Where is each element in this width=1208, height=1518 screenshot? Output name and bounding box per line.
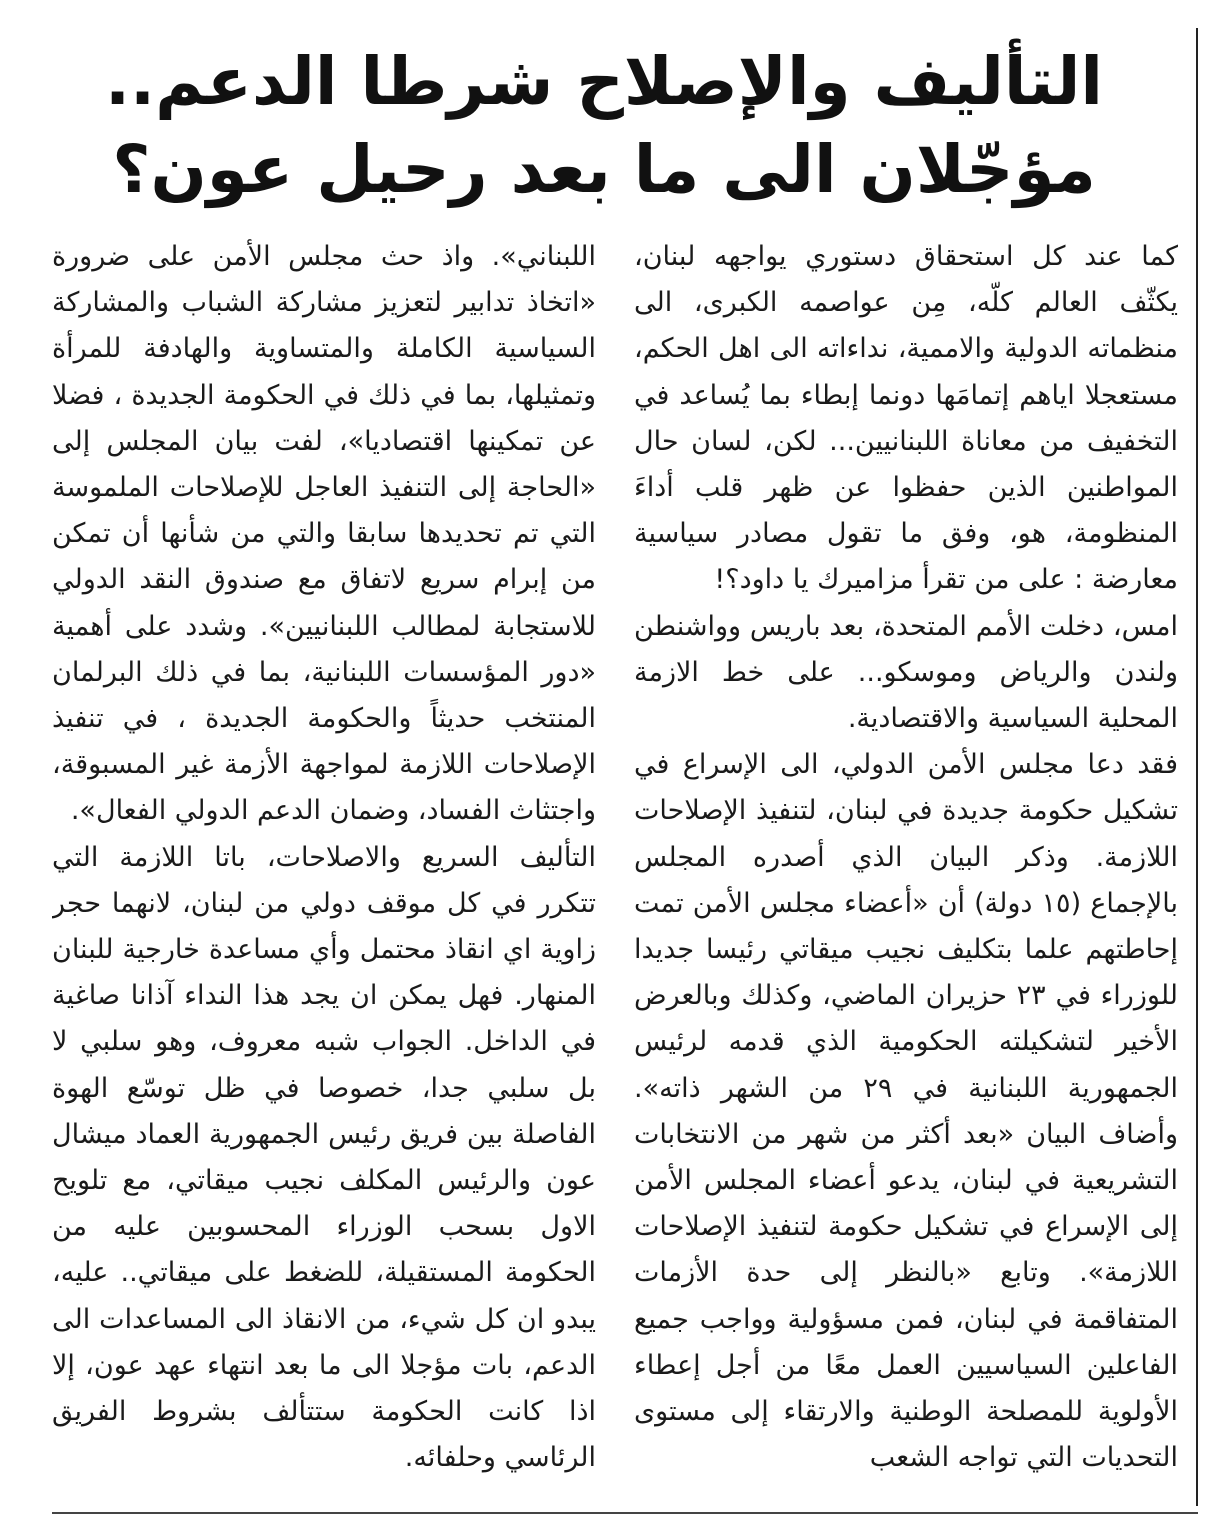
paragraph: امس، دخلت الأمم المتحدة، بعد باريس وواشنطن ولندن والرياض وموسكو... على خط الازمة المحلية السياسية والاقتصادية. [634,610,1178,735]
column-border-rule [1196,28,1198,1506]
paragraph: اللبناني». واذ حث مجلس الأمن على ضرورة «اتخاذ تدابير لتعزيز مشاركة الشباب والمشاركة السياسية الكاملة والمتساوية والهادفة للمرأة وتمثيلها، بما في ذلك في الحكومة الجديدة ، فضلا عن تمكينها اقتصاديا»، لفت بيان المجلس إلى «الحاجة إلى التنفيذ العاجل للإصلاحات الملموسة التي تم تحديدها سابقا والتي من شأنها أن تمكن من إبرام سريع لاتفاق مع صندوق النقد الدولي للاستجابة لمطالب اللبنانيين». وشدد على أهمية «دور المؤسسات اللبنانية، بما في ذلك البرلمان المنتخب حديثاً والحكومة الجديدة ، في تنفيذ الإصلاحات اللازمة لمواجهة الأزمة غير المسبوقة، واجتثاث الفساد، وضمان الدعم الدولي الفعال». [52,241,596,827]
headline-line-1: التأليف والإصلاح شرطا الدعم.. [104,43,1104,120]
paragraph: فقد دعا مجلس الأمن الدولي، الى الإسراع في تشكيل حكومة جديدة في لبنان، لتنفيذ الإصلاحات اللازمة. وذكر البيان الذي أصدره المجلس بالإجماع (١٥ دولة) أن «أعضاء مجلس الأمن تمت إحاطتهم علما بتكليف نجيب ميقاتي رئيسا جديدا للوزراء في ٢٣ حزيران الماضي، وكذلك وبالعرض الأخير لتشكيلته الحكومية الذي قدمه لرئيس الجمهورية اللبنانية في ٢٩ من الشهر ذاته». وأضاف البيان «بعد أكثر من شهر من الانتخابات التشريعية في لبنان، يدعو أعضاء المجلس الأمن إلى الإسراع في تشكيل حكومة لتنفيذ الإصلاحات اللازمة». وتابع «بالنظر إلى حدة الأزمات المتفاقمة في لبنان، فمن مسؤولية وواجب جميع الفاعلين السياسيين العمل معًا من أجل إعطاء الأولوية للمصلحة الوطنية والارتقاء إلى مستوى التحديات التي تواجه الشعب [634,749,1178,1474]
headline [60,38,1148,214]
paragraph: كما عند كل استحقاق دستوري يواجهه لبنان، يكثّف العالم كلّه، مِن عواصمه الكبرى، الى منظماته الدولية والاممية، نداءاته الى اهل الحكم، مستعجلا اياهم إتمامَها دونما إبطاء بما يُساعد في التخفيف من معاناة اللبنانيين... لكن، لسان حال المواطنين الذين حفظوا عن ظهر قلب أداءَ المنظومة، هو، وفق ما تقول مصادر سياسية معارضة : على من تقرأ مزاميرك يا داود؟! [634,241,1178,596]
article-body [52,234,1178,1494]
paragraph: التأليف السريع والاصلاحات، باتا اللازمة التي تتكرر في كل موقف دولي من لبنان، لانهما حجر زاوية اي انقاذ محتمل وأي مساعدة خارجية للبنان المنهار. فهل يمكن ان يجد هذا النداء آذانا صاغية في الداخل. الجواب شبه معروف، وهو سلبي لا بل سلبي جدا، خصوصا في ظل توسّع الهوة الفاصلة بين فريق رئيس الجمهورية العماد ميشال عون والرئيس المكلف نجيب ميقاتي، مع تلويح الاول بسحب الوزراء المحسوبين عليه من الحكومة المستقيلة، للضغط على ميقاتي.. عليه، يبدو ان كل شيء، من الانقاذ الى المساعدات الى الدعم، بات مؤجلا الى ما بعد انتهاء عهد عون، إلا اذا كانت الحكومة ستتألف بشروط الفريق الرئاسي وحلفائه. [52,841,596,1474]
headline-line-2: مؤجّلان الى ما بعد رحيل عون؟ [112,131,1096,208]
bottom-rule [52,1512,1198,1514]
article-column-left [52,234,596,1494]
article-column-right [634,234,1178,1494]
